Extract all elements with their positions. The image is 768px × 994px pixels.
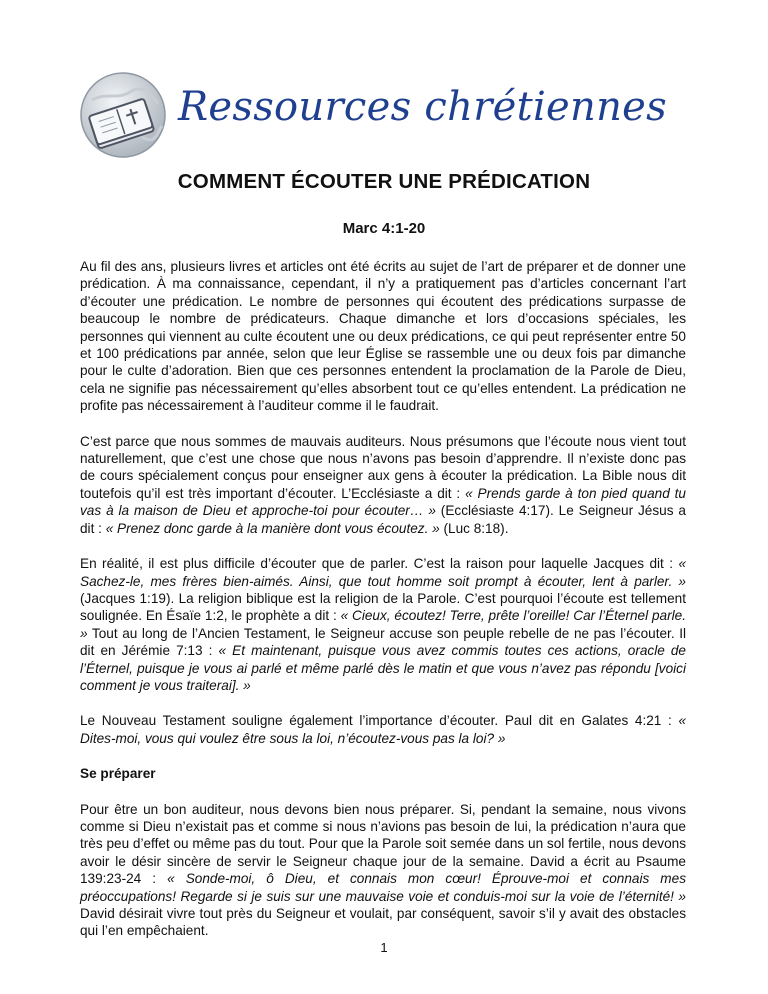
paragraph-3: [80, 555, 686, 694]
paragraph-2-text-b: (Ecclésiaste 4:17). Le Seigneur Jésus a dit :: [80, 503, 686, 536]
quote-jeremie: « Et maintenant, puisque vous avez commis toutes ces actions, oracle de l’Éternel, puisque je vous ai parlé et même parlé dès le matin et que vous n’avez pas répondu [voici comment je vous traiterai]. »: [80, 643, 686, 693]
paragraph-3-text-c: Tout au long de l’Ancien Testament, le Seigneur accuse son peuple rebelle de ne pas l’écouter. Il dit en Jérémie 7:13 :: [80, 625, 686, 659]
paragraph-2-text-c: (Luc 8:18).: [439, 520, 509, 536]
paragraph-2: [80, 433, 686, 537]
paragraph-5-text-b: David désirait vivre tout près du Seigneur et voulait, par conséquent, savoir s’il y avait des obstacles qui l’en empêchaient.: [80, 906, 686, 939]
section-heading: Se préparer: [80, 766, 156, 782]
scripture-reference: Marc 4:1-20: [342, 220, 426, 237]
quote-ecclesiaste: « Prends garde à ton pied quand tu vas à la maison de Dieu et approche-toi pour écouter… »: [80, 485, 686, 519]
page-number: 1: [380, 940, 388, 955]
document-body: [80, 258, 686, 958]
paragraph-1: Au fil des ans, plusieurs livres et articles ont été écrits au sujet de l’art de préparer et de donner une prédication. À ma connaissance, cependant, il n’y a pratiquement pas d’articles concernant l’art d’écouter une prédication. Le nombre de personnes qui écoutent des prédications surpasse de beaucoup le nombre de prédicateurs. Chaque dimanche et lors d’occasions spéciales, les personnes qui viennent au culte écoutent une ou deux prédications, ce qui peut représenter entre 50 et 100 prédications par année, selon que leur Église se rassemble une ou deux fois par dimanche pour le culte d’adoration. Bien que ces personnes entendent la proclamation de la Parole de Dieu, cela ne signifie pas nécessairement qu’elles absorbent tout ce qu’elles entendent. La prédication ne profite pas nécessairement à l’auditeur comme il le faudrait.: [80, 259, 686, 414]
header: [78, 70, 698, 160]
paragraph-4: [80, 712, 686, 747]
paragraph-2-text-a: C’est parce que nous sommes de mauvais auditeurs. Nous présumons que l’écoute nous vient tout naturellement, que c’est une chose que nous n’avons pas besoin d’apprendre. Il n’existe donc pas de cours spécialement conçus pour enseigner aux gens à écouter la prédication. La Bible nous dit toutefois qu’il est très important d’écouter. L’Ecclésiaste a dit :: [80, 433, 686, 501]
quote-esaie: « Cieux, écoutez! Terre, prête l’oreille! Car l’Éternel parle. »: [80, 608, 686, 641]
document-title: COMMENT ÉCOUTER UNE PRÉDICATION: [177, 170, 591, 193]
paragraph-3-text-a: En réalité, il est plus difficile d’écouter que de parler. C’est la raison pour laquelle Jacques dit :: [80, 556, 679, 572]
quote-jacques: « Sachez-le, mes frères bien-aimés. Ainsi, que tout homme soit prompt à écouter, lent à parler. »: [80, 556, 686, 589]
quote-galates: « Dites-moi, vous qui voulez être sous la loi, n’écoutez-vous pas la loi? »: [80, 713, 686, 746]
brand-title: Ressources chrétiennes: [178, 84, 667, 130]
paragraph-3-text-b: (Jacques 1:19). La religion biblique est la religion de la Parole. C’est pourquoi l’écoute est tellement soulignée. En Ésaïe 1:2, le prophète a dit :: [80, 590, 686, 624]
quote-luc: « Prenez donc garde à la manière dont vous écoutez. »: [105, 520, 440, 536]
paragraph-5: [80, 801, 686, 940]
quote-psaume: « Sonde-moi, ô Dieu, et connais mon cœur! Éprouve-moi et connais mes préoccupations! Regarde si je suis sur une mauvaise voie et conduis-moi sur la voie de l’éternité! »: [80, 871, 686, 904]
globe-bible-logo-icon: [78, 70, 168, 160]
paragraph-5-text-a: Pour être un bon auditeur, nous devons bien nous préparer. Si, pendant la semaine, nous vivons comme si Dieu n’existait pas et comme si nous n’avions pas besoin de lui, la prédication n’aura que très peu d’effet ou même pas du tout. Pour que la Parole soit semée dans un sol fertile, nous devons avoir le désir sincère de servir le Seigneur chaque jour de la semaine. David a écrit au Psaume 139:23-24 :: [80, 801, 686, 887]
paragraph-4-text-a: Le Nouveau Testament souligne également l’importance d’écouter. Paul dit en Galates 4:21 :: [80, 713, 679, 729]
